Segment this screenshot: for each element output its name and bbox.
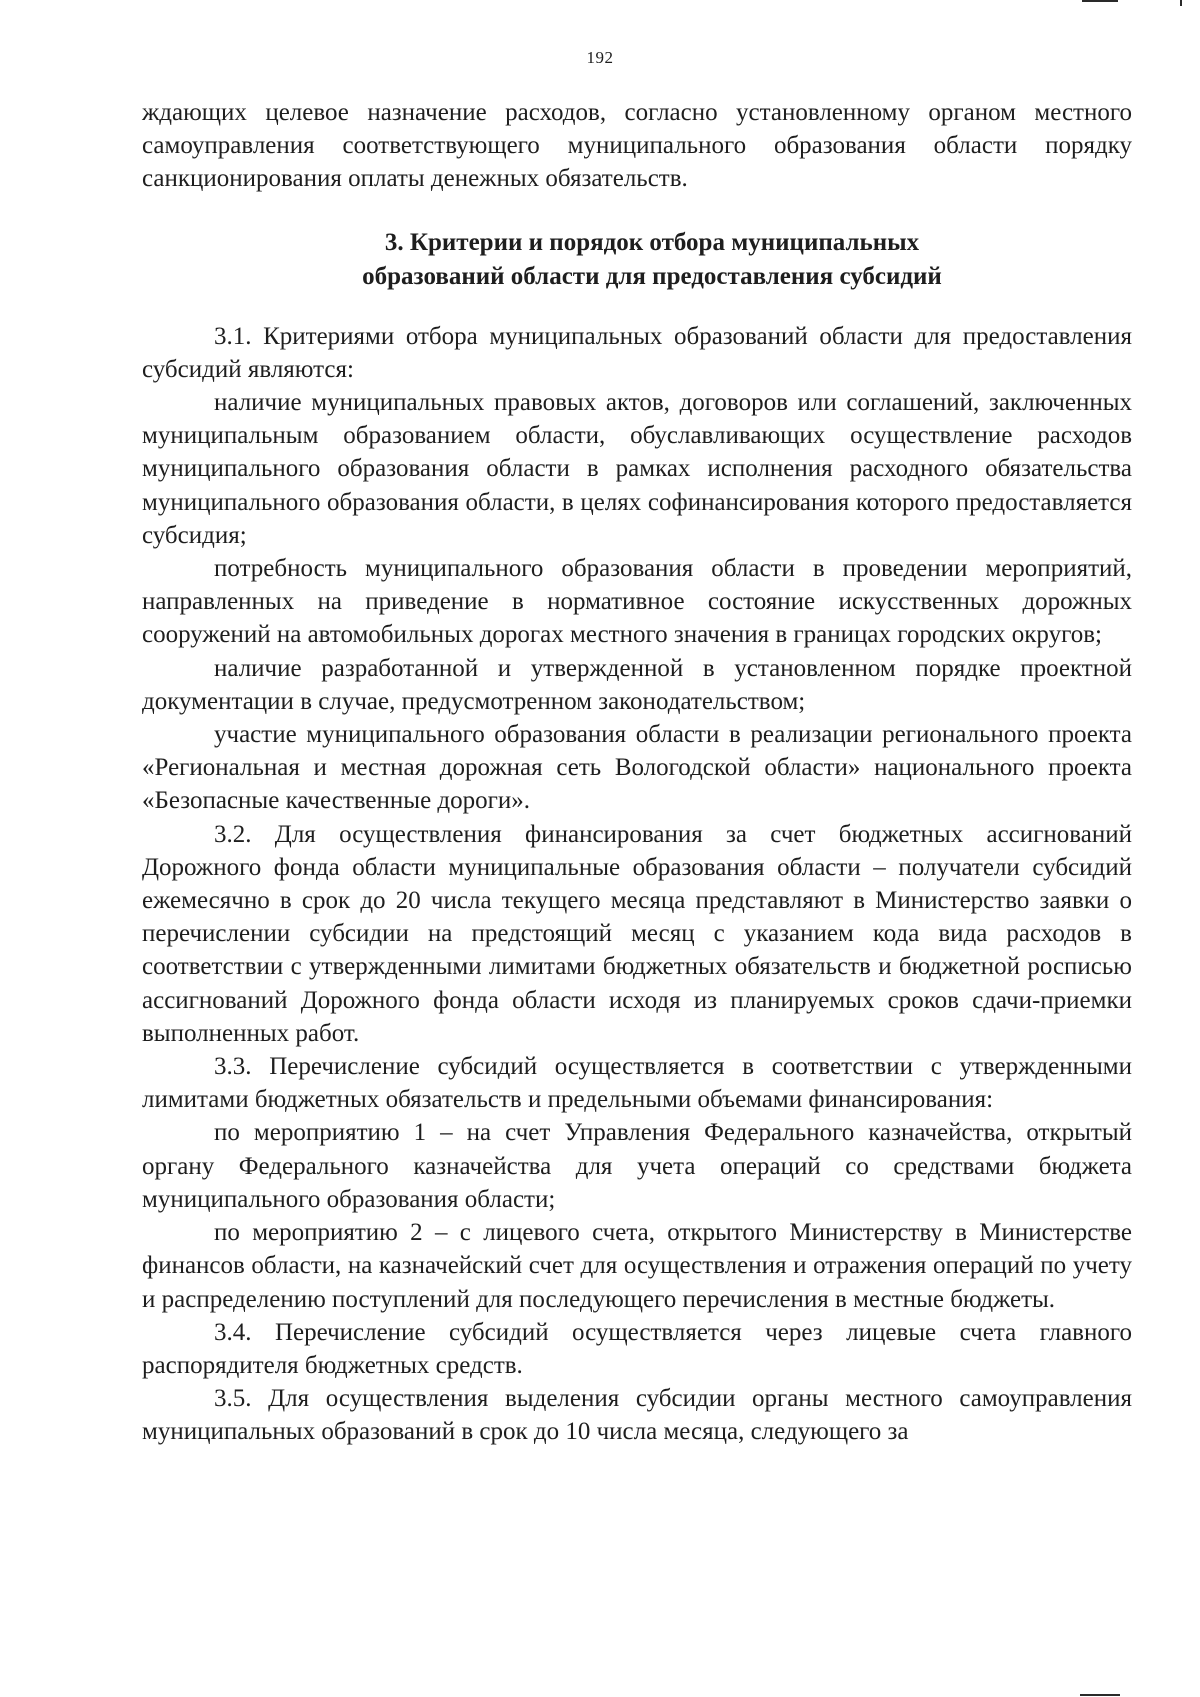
section-heading (142, 226, 1132, 294)
list-item-need-for-measures: потребность муниципального образования области в проведении мероприятий, направленных на приведение в нормативное состояние искусственных дорожных сооружений на автомобильных дорогах местного значения в границах городских округов; (142, 555, 1132, 649)
carryover-paragraph: ждающих целевое назначение расходов, согласно установленному органом местного самоуправления соответствующего муниципального образования области порядку санкционирования оплаты денежных обязательств. (142, 99, 1132, 193)
paragraph-3-3: 3.3. Перечисление субсидий осуществляется в соответствии с утвержденными лимитами бюджетных обязательств и предельными объемами финансирования: (142, 1053, 1132, 1114)
page-number: 192 (586, 48, 614, 67)
list-item-measure-1: по мероприятию 1 – на счет Управления Федерального казначейства, открытый органу Федерального казначейства для учета операций со средствами бюджета муниципального образования области; (142, 1119, 1132, 1213)
scan-edge-mark (1180, 0, 1182, 6)
scan-edge-mark (1082, 0, 1118, 2)
document-body (142, 96, 1132, 1449)
list-item-legal-acts: наличие муниципальных правовых актов, договоров или соглашений, заключенных муниципальным образованием области, обуславливающих осуществление расходов муниципального образования области в рамках исполнения расходного обязательства муниципального образования области, в целях софинансирования которого предоставляется субсидия; (142, 389, 1132, 549)
paragraph-3-2: 3.2. Для осуществления финансирования за счет бюджетных ассигнований Дорожного фонда области муниципальные образования области – получатели субсидий ежемесячно в срок до 20 числа текущего месяца представляют в Министерство заявки о перечислении субсидии на предстоящий месяц с указанием кода вида расходов в соответствии с утвержденными лимитами бюджетных обязательств и бюджетной росписью ассигнований Дорожного фонда области исходя из планируемых сроков сдачи-приемки выполненных работ. (142, 820, 1132, 1047)
list-item-regional-project: участие муниципального образования области в реализации регионального проекта «Региональная и местная дорожная сеть Вологодской области» национального проекта «Безопасные качественные дороги». (142, 721, 1132, 815)
section-heading-line: 3. Критерии и порядок отбора муниципальных (384, 228, 920, 256)
paragraph-3-1: 3.1. Критериями отбора муниципальных образований области для предоставления субсидий являются: (142, 322, 1132, 383)
list-item-measure-2: по мероприятию 2 – с лицевого счета, открытого Министерству в Министерстве финансов области, на казначейский счет для осуществления и отражения операций по учету и распределению поступлений для последующего перечисления в местные бюджеты. (142, 1219, 1132, 1313)
paragraph-3-5: 3.5. Для осуществления выделения субсидии органы местного самоуправления муниципальных образований в срок до 10 числа месяца, следующего за (142, 1385, 1132, 1446)
scan-edge-mark (1080, 1694, 1120, 1696)
paragraph-3-4: 3.4. Перечисление субсидий осуществляется через лицевые счета главного распорядителя бюджетных средств. (142, 1318, 1132, 1379)
list-item-project-documentation: наличие разработанной и утвержденной в установленном порядке проектной документации в случае, предусмотренном законодательством; (142, 654, 1132, 715)
section-heading-line: образований области для предоставления субсидий (362, 262, 942, 290)
